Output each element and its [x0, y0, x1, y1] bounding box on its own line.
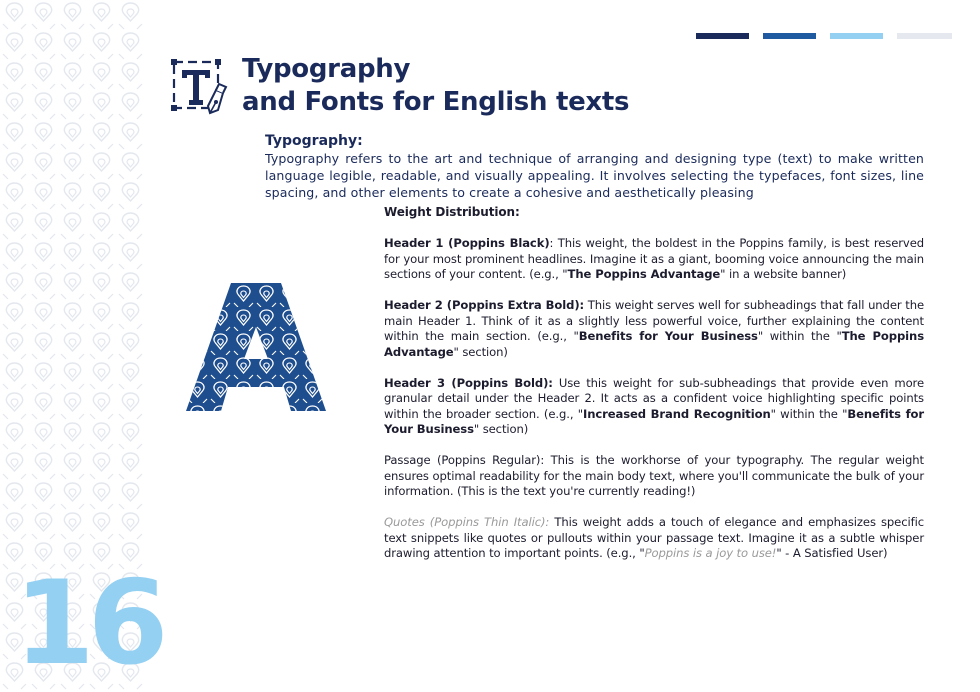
header1-paragraph — [384, 236, 924, 283]
intro-text: Typography refers to the art and technique of arranging and designing type (text) to make written language legible, readable, and visually appealing. It involves selecting the typefaces, font sizes, line spacing, and other elements to create a cohesive and aesthetically pleasing — [265, 151, 924, 200]
header2-paragraph — [384, 298, 924, 360]
quotes-paragraph — [384, 515, 924, 562]
title-line-2: and Fonts for English texts — [242, 87, 630, 117]
passage-paragraph: Passage (Poppins Regular): This is the workhorse of your typography. The regular weight ensures optimal readability for the main body text, where you'll communicate the bulk of your information. (This is the text you're currently reading!) — [384, 453, 924, 498]
header1-text-end: " in a website banner) — [720, 267, 847, 281]
header-bar-gray — [897, 33, 952, 39]
header-bar-light-blue — [830, 33, 883, 39]
intro-heading: Typography: — [265, 133, 363, 149]
header-bar-navy — [696, 33, 749, 39]
header1-label: Header 1 (Poppins Black) — [384, 236, 550, 250]
header3-text-end: " section) — [473, 422, 529, 436]
header3-example-1: Increased Brand Recognition — [582, 406, 771, 421]
header1-example: The Poppins Advantage — [567, 267, 721, 281]
quotes-text: This weight adds a touch of elegance and emphasizes specific text snippets like quotes or pullouts within your passage text. Imagine it as a subtle whisper drawing attention to important points. (e.g., " — [384, 515, 924, 560]
header3-label: Header 3 (Poppins Bold): — [384, 375, 553, 390]
quotes-text-end: " - A Satisfied User) — [776, 546, 888, 560]
header3-text: Use this weight for sub-subheadings that provide even more granular detail under the Header 2. It acts as a confident voice highlighting specific points within the broader section. (e.g., " — [384, 375, 925, 421]
header1-text: : This weight, the boldest in the Poppins family, is best reserved for your most prominent headlines. Imagine it as a giant, booming voice announcing the main sections of your content. (e.g., " — [384, 236, 924, 281]
typography-pen-icon — [170, 58, 228, 116]
header3-paragraph — [384, 376, 924, 438]
header-color-bars — [696, 33, 952, 39]
title-line-1: Typography — [242, 54, 411, 84]
patterned-letter-a-icon — [186, 283, 326, 411]
header2-text-mid: " within the " — [757, 329, 842, 343]
weight-distribution-heading: Weight Distribution: — [384, 205, 520, 219]
header2-example-1: Benefits for Your Business — [578, 329, 758, 343]
header2-example-2: The Poppins Advantage — [384, 329, 924, 359]
quotes-label: Quotes (Poppins Thin Italic): — [384, 515, 550, 529]
page-title — [242, 53, 802, 119]
header2-label: Header 2 (Poppins Extra Bold): — [384, 298, 585, 312]
intro-section — [265, 133, 924, 202]
header2-text: This weight serves well for subheadings that fall under the main Header 1. Think of it as a slightly less powerful voice, further explaining the content within the main section. (e.g., " — [384, 298, 924, 343]
header3-text-mid: " within the " — [770, 406, 848, 421]
header2-text-end: " section) — [453, 344, 508, 359]
header-bar-blue — [763, 33, 816, 39]
quotes-example: Poppins is a joy to use! — [644, 546, 777, 560]
page-number: 16 — [14, 556, 162, 691]
weight-distribution-section — [384, 205, 924, 577]
header3-example-2: Benefits for Your Business — [384, 406, 925, 436]
